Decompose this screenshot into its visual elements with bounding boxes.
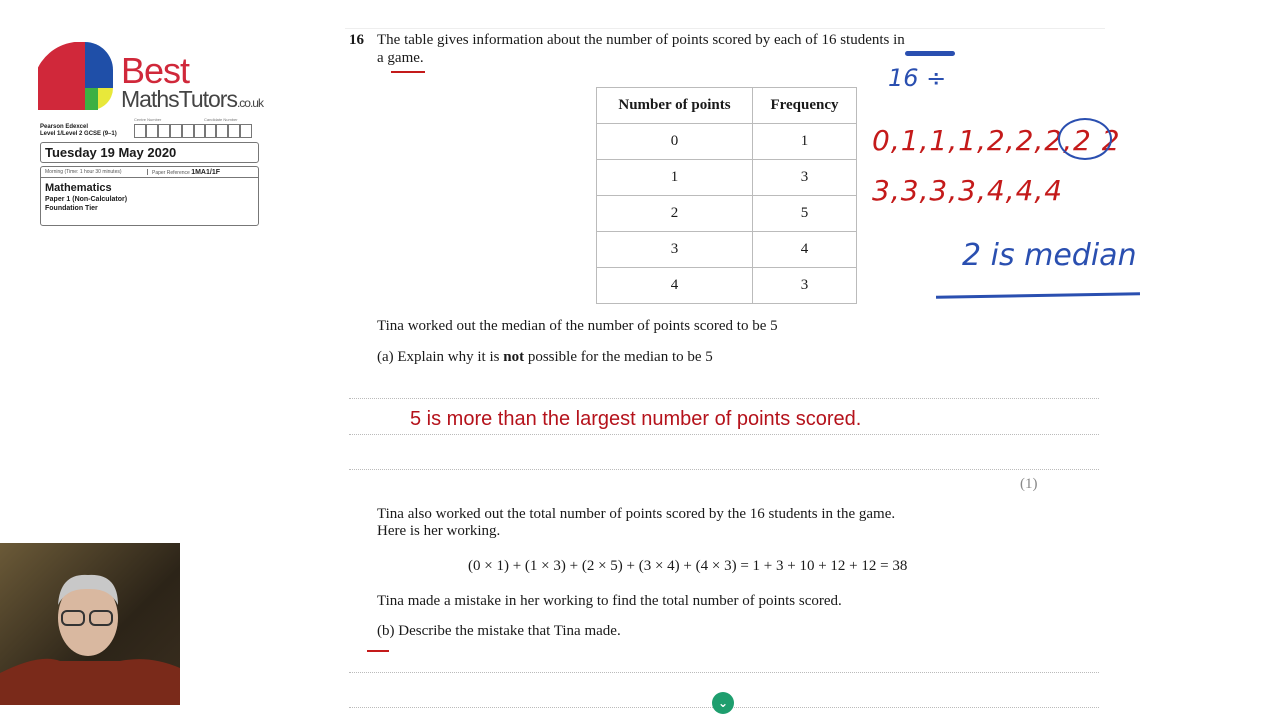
conclusion-underline <box>936 292 1140 299</box>
exam-session: Morning (Time: 1 hour 30 minutes) <box>41 169 148 175</box>
table-cell: 0 <box>597 124 753 160</box>
part-a-question: (a) Explain why it is not possible for the median to be 5 <box>377 349 713 365</box>
exam-subject: Mathematics <box>45 182 112 194</box>
exam-info-box <box>40 166 259 226</box>
annotation-underline <box>391 71 425 73</box>
points-frequency-table <box>596 87 857 304</box>
question-intro-2: a game. <box>377 50 424 66</box>
part-a-answer: 5 is more than the largest number of points scored. <box>410 408 862 430</box>
table-cell: 5 <box>753 196 857 232</box>
table-row <box>597 268 857 304</box>
total-intro: Tina also worked out the total number of points scored by the 16 students in the game. <box>377 506 896 522</box>
table-cell: 3 <box>753 268 857 304</box>
handwritten-division: 16 ÷ <box>888 64 947 92</box>
answer-line <box>349 469 1099 470</box>
mistake-statement: Tina made a mistake in her working to find the total number of points scored. <box>377 593 842 609</box>
table-cell <box>597 88 857 124</box>
brand-best: Best <box>121 50 190 91</box>
page-top-border <box>345 28 1105 29</box>
exam-tier: Foundation Tier <box>45 205 98 212</box>
centre-number-label: Centre Number <box>134 117 162 122</box>
candidate-number-label: Candidate Number <box>204 117 238 122</box>
table-row <box>597 124 857 160</box>
part-b-question: (b) Describe the mistake that Tina made. <box>377 623 621 639</box>
header-frequency: Frequency <box>753 88 857 124</box>
handwritten-ordered-list-2: 3,3,3,3,4,4,4 <box>872 174 1064 207</box>
answer-line <box>349 398 1099 399</box>
tina-working: (0 × 1) + (1 × 3) + (2 × 5) + (3 × 4) + (4 × 3) = 1 + 3 + 10 + 12 + 12 = 38 <box>468 558 908 574</box>
question-number: 16 <box>349 32 364 48</box>
table-cell: 4 <box>597 268 753 304</box>
candidate-number-boxes <box>204 124 252 138</box>
question-intro: The table gives information about the number of points scored by each of 16 students in <box>377 32 905 48</box>
annotation-arrow <box>367 650 389 652</box>
total-intro-2: Here is her working. <box>377 523 501 539</box>
table-cell: 3 <box>597 232 753 268</box>
exam-paper: Paper 1 (Non-Calculator) <box>45 196 128 203</box>
handwritten-ordered-list-1: 0,1,1,1,2,2,2,2 2 <box>872 124 1121 157</box>
paper-reference: Paper Reference 1MA1/1F <box>152 168 220 176</box>
table-cell: 2 <box>597 196 753 232</box>
annotation-highlight <box>905 51 955 56</box>
header-points: Number of points <box>597 88 753 124</box>
table-cell: 4 <box>753 232 857 268</box>
presenter-icon <box>0 543 180 705</box>
exam-board: Pearson Edexcel Level 1/Level 2 GCSE (9–1) <box>40 124 117 137</box>
scroll-down-button[interactable]: ⌄ <box>712 692 734 714</box>
logo-icon <box>38 42 118 112</box>
centre-number-boxes <box>134 124 206 138</box>
answer-line <box>349 672 1099 673</box>
median-claim: Tina worked out the median of the number of points scored to be 5 <box>377 318 778 334</box>
webcam-overlay <box>0 543 180 705</box>
marks: (1) <box>1020 476 1038 492</box>
table-row <box>597 196 857 232</box>
brand-maths-tutors: MathsTutors.co.uk <box>121 86 263 112</box>
answer-line <box>349 434 1099 435</box>
handwritten-conclusion: 2 is median <box>962 238 1137 273</box>
table-cell: 3 <box>753 160 857 196</box>
table-cell: 1 <box>597 160 753 196</box>
table-row <box>597 232 857 268</box>
table-row <box>597 160 857 196</box>
exam-date: Tuesday 19 May 2020 <box>40 142 259 163</box>
circle-annotation <box>1058 118 1112 160</box>
table-cell: 1 <box>753 124 857 160</box>
